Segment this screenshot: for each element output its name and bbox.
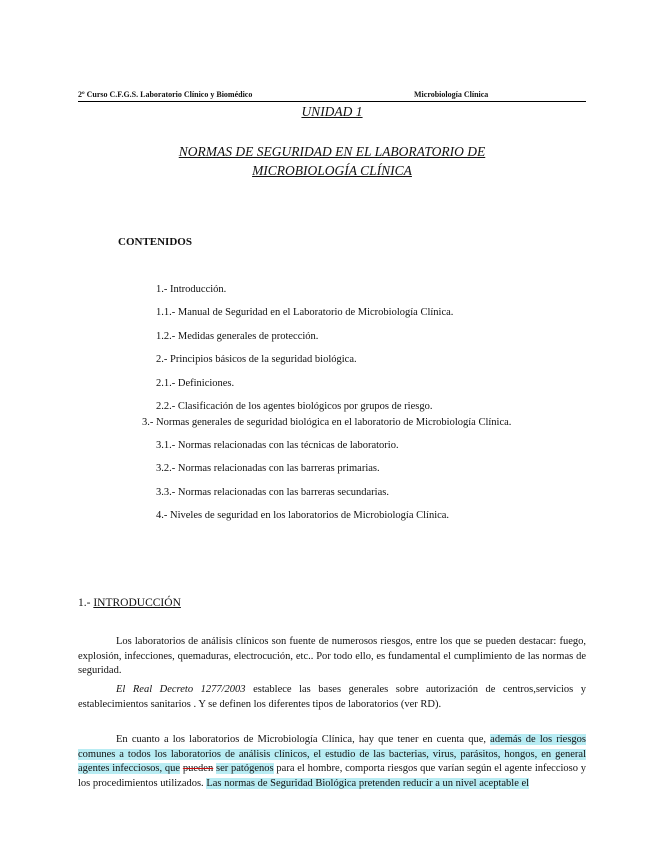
struck-word: pueden [182, 763, 214, 775]
paragraph3-middle: para el hombre, comporta riesgos que varían según el agente infeccioso y los procedimientos utilizados. [78, 763, 587, 789]
toc-item: 4.- Niveles de seguridad en los laboratorios de Microbiología Clínica. [156, 510, 450, 521]
toc-item: 2.1.- Definiciones. [156, 378, 235, 389]
toc-item: 1.1.- Manual de Seguridad en el Laboratorio de Microbiología Clínica. [156, 307, 454, 318]
highlighted-text: Las normas de Seguridad Biológica pretenden reducir a un nivel aceptable el [206, 777, 530, 789]
toc-item: 3.2.- Normas relacionadas con las barreras primarias. [156, 463, 380, 474]
toc-item: 3.- Normas generales de seguridad biológica en el laboratorio de Microbiología Clínica. [142, 417, 512, 428]
toc-item: 3.1.- Normas relacionadas con las técnicas de laboratorio. [156, 440, 399, 451]
highlighted-text: además de los riesgos comunes a todos los laboratorios de análisis clínicos, el estudio de las bacterias, virus, parásitos, hongos, en general agentes infecciosos, que [78, 734, 586, 775]
header-subject: Microbiología Clínica [414, 90, 489, 99]
header-rule [78, 101, 586, 102]
toc-item: 3.3.- Normas relacionadas con las barreras secundarias. [156, 487, 389, 498]
header-course: 2º Curso C.F.G.S. Laboratorio Clínico y Biomédico [78, 90, 253, 99]
paragraph-decree [78, 683, 586, 712]
paragraph-intro: Los laboratorios de análisis clínicos son fuente de numerosos riesgos, entre los que se pueden destacar: fuego, explosión, infecciones, quemaduras, electrocución, etc.. Por todo ello, es fundamental el cumplimiento de las normas de seguridad. [78, 636, 586, 677]
decree-reference: El Real Decreto 1277/2003 [116, 684, 246, 695]
toc-item: 1.- Introducción. [156, 284, 227, 295]
toc-item: 1.2.- Medidas generales de protección. [156, 331, 319, 342]
unit-title: UNIDAD 1 [301, 104, 363, 119]
toc-item: 2.2.- Clasificación de los agentes biológicos por grupos de riesgo. [156, 401, 433, 412]
section-heading [78, 597, 181, 609]
section-number: 1.- [78, 597, 91, 609]
section-title: INTRODUCCIÓN [93, 597, 181, 609]
decree-text: establece las bases generales sobre autorización de centros,servicios y establecimientos sanitarios . Y se definen los diferentes tipos de laboratorios (ver RD). [78, 684, 586, 710]
contents-heading: CONTENIDOS [118, 236, 192, 248]
paragraph-microbiology [78, 733, 586, 791]
paragraph3-intro: En cuanto a los laboratorios de Microbiología Clínica, hay que tener en cuenta que, [116, 734, 486, 745]
toc-item: 2.- Principios básicos de la seguridad biológica. [156, 354, 357, 365]
main-title-line2: MICROBIOLOGÍA CLÍNICA [252, 163, 412, 178]
main-title-line1: NORMAS DE SEGURIDAD EN EL LABORATORIO DE [178, 144, 486, 159]
highlighted-text: ser patógenos [216, 763, 274, 775]
